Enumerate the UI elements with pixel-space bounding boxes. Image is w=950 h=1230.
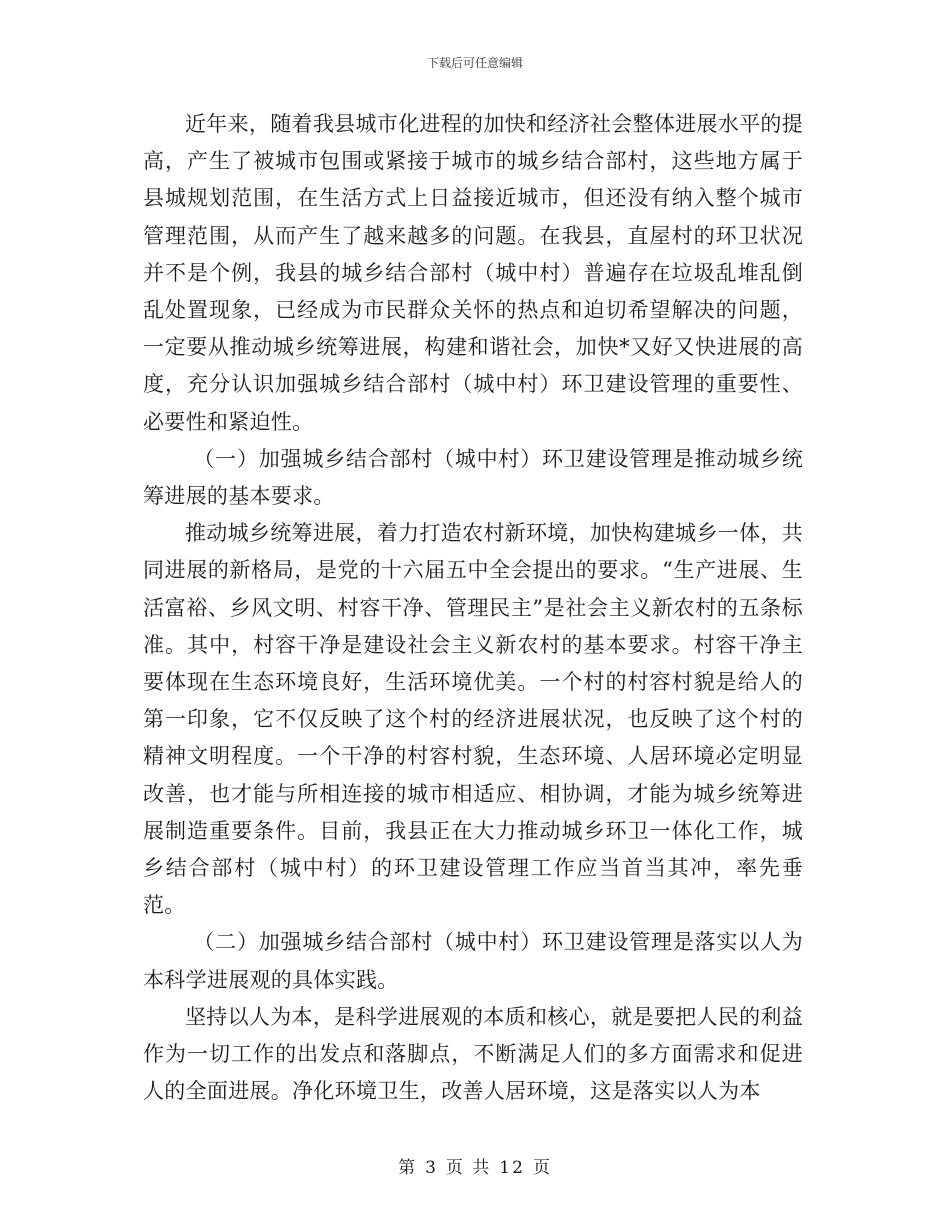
section-heading-2: （二）加强城乡结合部村（城中村）环卫建设管理是落实以人为本科学进展观的具体实践。	[143, 930, 803, 992]
footer-prefix: 第	[398, 1158, 418, 1178]
paragraph-section-1: 推动城乡统筹进展，着力打造农村新环境，加快构建城乡一体，共同进展的新格局，是党的十六届五中全会提出的要求。“生产进展、生活富裕、乡风文明、村容干净、管理民主”是社会主义新农村的五条标准。其中，村容干净是建设社会主义新农村的基本要求。村容干净主要体现在生态环境良好，生活环境优美。一个村的村容村貌是给人的第一印象，它不仅反映了这个村的经济进展状况，也反映了这个村的精神文明程度。一个干净的村容村貌，生态环境、人居环境必定明显改善，也才能与所相连接的城市相适应、相协调，才能为城乡统筹进展制造重要条件。目前，我县正在大力推动城乡环卫一体化工作，城乡结合部村（城中村）的环卫建设管理工作应当首当其冲，率先垂范。	[143, 521, 803, 918]
paragraph-section-2: 坚持以人为本，是科学进展观的本质和核心，就是要把人民的利益作为一切工作的出发点和落脚点，不断满足人们的多方面需求和促进人的全面进展。净化环境卫生，改善人居环境，这是落实以人为本	[143, 1004, 803, 1104]
document-body	[143, 106, 803, 1110]
paragraph-intro: 近年来，随着我县城市化进程的加快和经济社会整体进展水平的提高，产生了被城市包围或紧接于城市的城乡结合部村，这些地方属于县城规划范围，在生活方式上日益接近城市，但还没有纳入整个城市管理范围，从而产生了越来越多的问题。在我县，直屋村的环卫状况并不是个例，我县的城乡结合部村（城中村）普遍存在垃圾乱堆乱倒乱处置现象，已经成为市民群众关怀的热点和迫切希望解决的问题，一定要从推动城乡统筹进展，构建和谐社会，加快*又好又快进展的高度，充分认识加强城乡结合部村（城中村）环卫建设管理的重要性、必要性和紧迫性。	[143, 112, 803, 434]
page-header-note: 下载后可任意编辑	[426, 56, 523, 70]
page-footer	[0, 1153, 950, 1178]
footer-middle: 页 共	[445, 1158, 492, 1178]
footer-suffix: 页	[532, 1158, 552, 1178]
footer-total-pages: 12	[499, 1158, 525, 1178]
footer-page-number: 3	[425, 1158, 438, 1178]
section-heading-1: （一）加强城乡结合部村（城中村）环卫建设管理是推动城乡统筹进展的基本要求。	[143, 446, 803, 509]
